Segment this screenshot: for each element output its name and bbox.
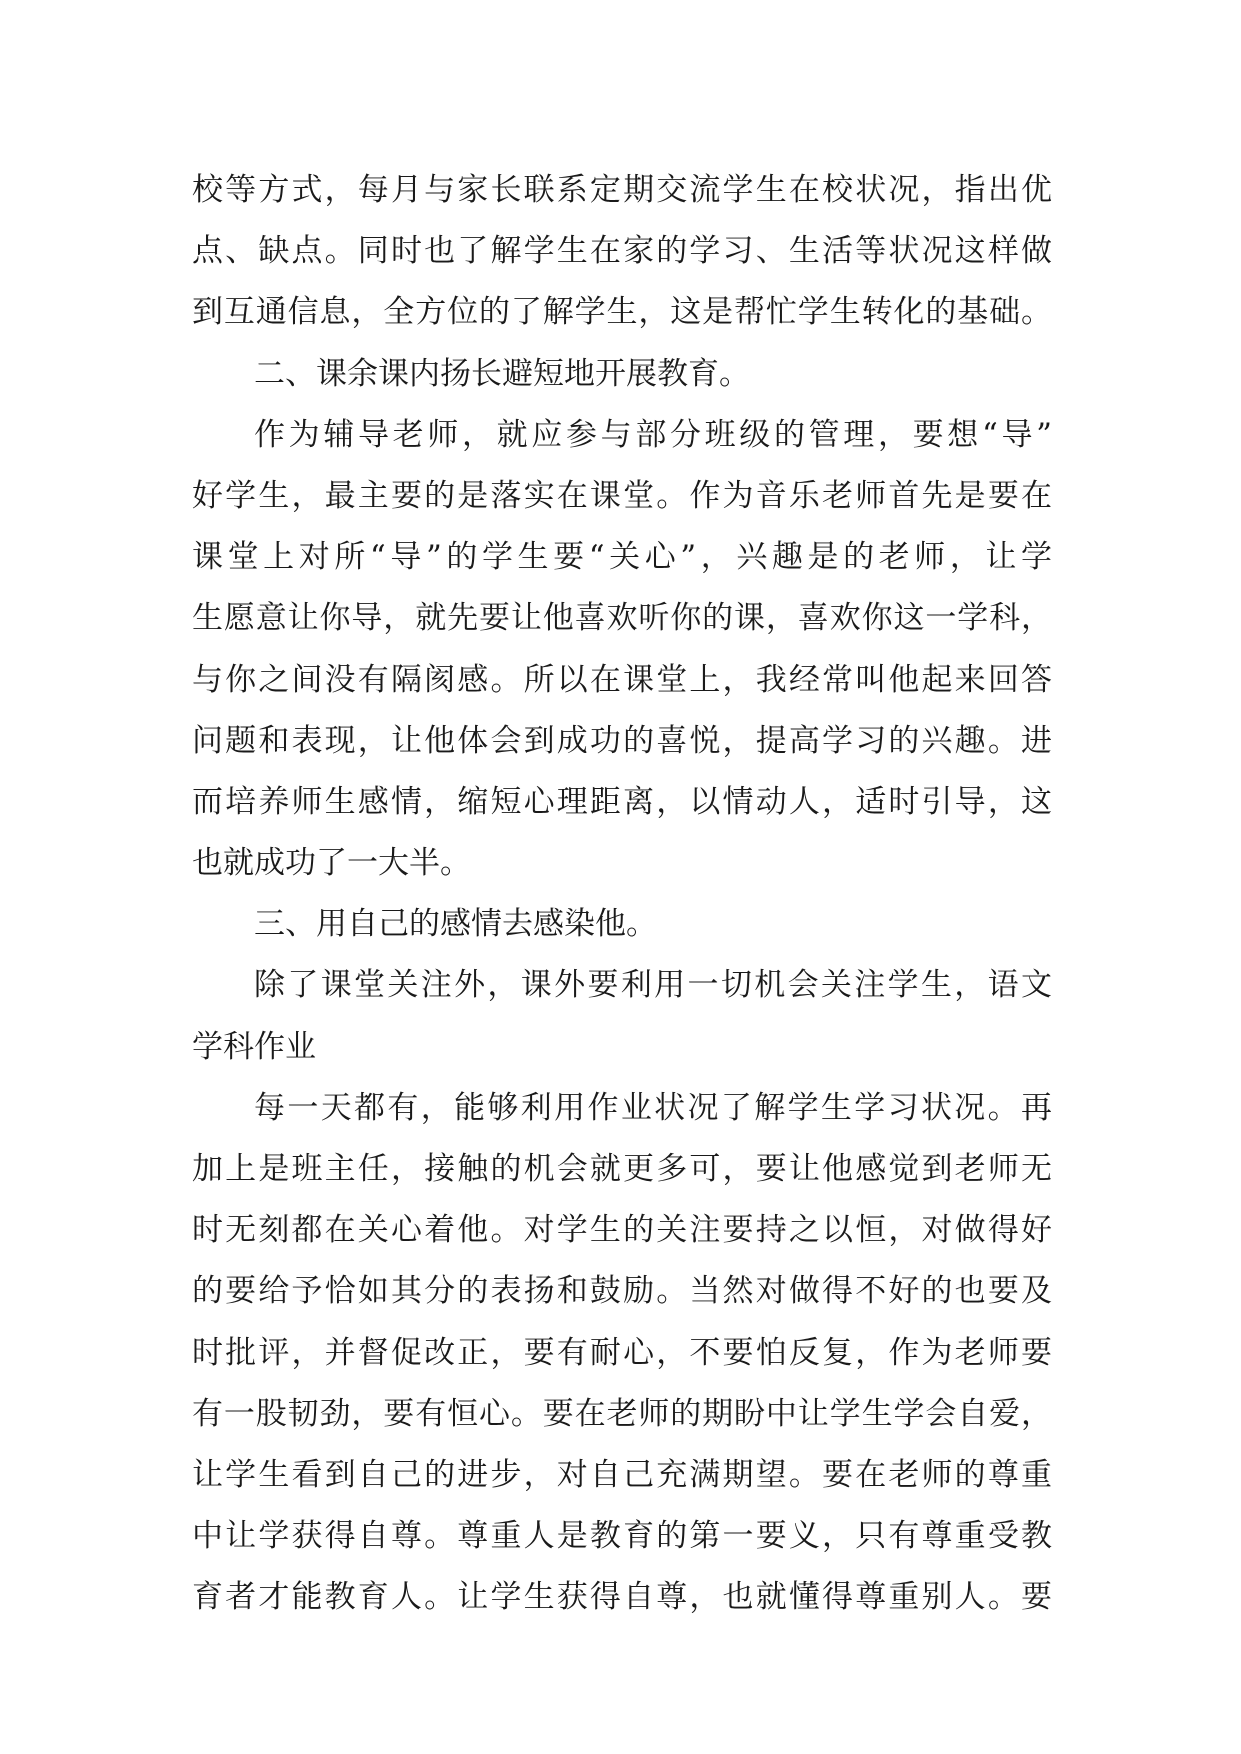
text-line: 的要给予恰如其分的表扬和鼓励。当然对做得不好的也要及 xyxy=(192,1273,1052,1310)
text-line: 有一股韧劲，要有恒心。要在老师的期盼中让学生学会自爱， xyxy=(192,1395,1052,1432)
text-line: 作为辅导老师，就应参与部分班级的管理，要想“导” xyxy=(254,416,1052,453)
text-line: 加上是班主任，接触的机会就更多可，要让他感觉到老师无 xyxy=(192,1151,1052,1187)
text-line: 问题和表现，让他体会到成功的喜悦，提高学习的兴趣。进 xyxy=(192,722,1052,759)
text-line: 而培养师生感情，缩短心理距离，以情动人，适时引导，这 xyxy=(192,783,1052,820)
text-line: 课堂上对所“导”的学生要“关心”，兴趣是的老师，让学 xyxy=(192,539,1052,576)
text-line: 点、缺点。同时也了解学生在家的学习、生活等状况这样做 xyxy=(192,233,1052,270)
text-line: 到互通信息，全方位的了解学生，这是帮忙学生转化的基础。 xyxy=(192,294,1052,331)
text-line: 与你之间没有隔阂感。所以在课堂上，我经常叫他起来回答 xyxy=(192,661,1052,698)
section-heading: 三、用自己的感情去感染他。 xyxy=(254,906,657,943)
text-line: 生愿意让你导，就先要让他喜欢听你的课，喜欢你这一学科， xyxy=(192,600,1052,637)
text-line: 好学生，最主要的是落实在课堂。作为音乐老师首先是要在 xyxy=(192,477,1052,514)
text-line: 育者才能教育人。让学生获得自尊，也就懂得尊重别人。要 xyxy=(192,1579,1052,1616)
text-line: 校等方式，每月与家长联系定期交流学生在校状况，指出优 xyxy=(192,172,1052,208)
text-line: 也就成功了一大半。 xyxy=(192,845,471,882)
text-line: 时批评，并督促改正，要有耐心，不要怕反复，作为老师要 xyxy=(192,1334,1052,1371)
text-line: 让学生看到自己的进步，对自己充满期望。要在老师的尊重 xyxy=(192,1456,1052,1493)
text-line: 除了课堂关注外，课外要利用一切机会关注学生，语文 xyxy=(254,967,1052,1004)
body-text xyxy=(192,160,1052,1629)
text-line: 中让学获得自尊。尊重人是教育的第一要义，只有尊重受教 xyxy=(192,1518,1052,1555)
text-line: 时无刻都在关心着他。对学生的关注要持之以恒，对做得好 xyxy=(192,1212,1052,1249)
section-heading: 二、课余课内扬长避短地开展教育。 xyxy=(254,355,750,392)
text-line: 每一天都有，能够利用作业状况了解学生学习状况。再 xyxy=(254,1089,1052,1126)
text-line: 学科作业 xyxy=(192,1028,316,1065)
